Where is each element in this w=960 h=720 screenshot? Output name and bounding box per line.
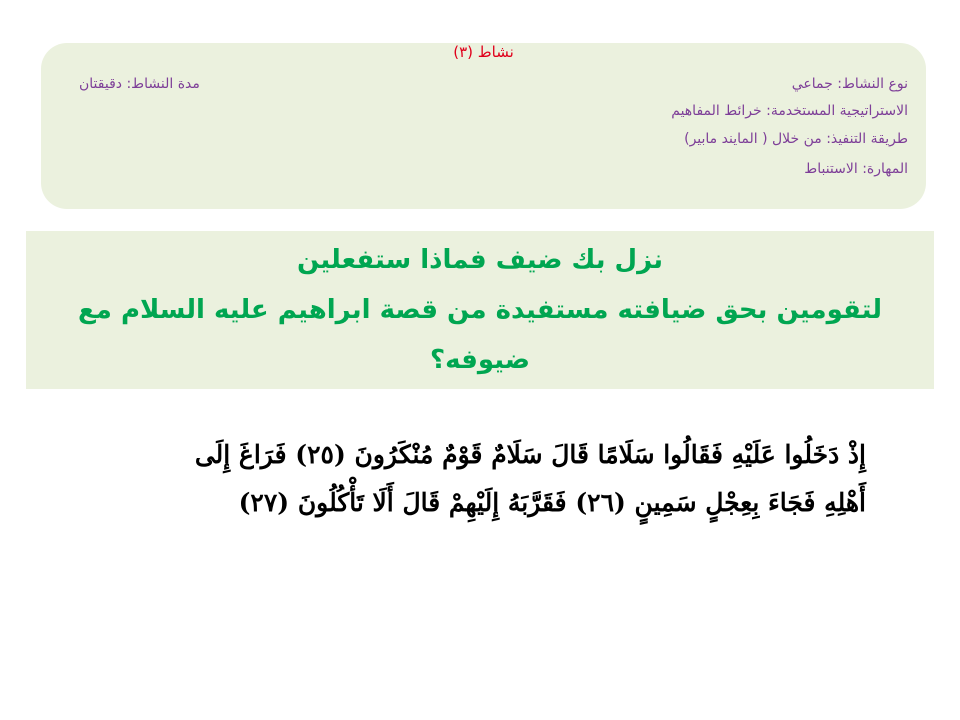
activity-skill-label: المهارة: (862, 161, 908, 177)
question-line-3: ضيوفه؟ (430, 345, 530, 375)
activity-type-label: نوع النشاط: (837, 76, 908, 92)
activity-info-card (41, 43, 926, 209)
verse-line-1: إِذْ دَخَلُوا عَلَيْهِ فَقَالُوا سَلَامًا قَالَ سَلَامٌ قَوْمٌ مُنْكَرُونَ (٢٥) فَرَاغَ إِلَى (194, 440, 866, 469)
question-box (26, 231, 934, 389)
activity-method-value: من خلال ( المايند مابير) (684, 131, 822, 147)
activity-duration-label: مدة النشاط: (126, 76, 200, 92)
activity-skill-value: الاستنباط (804, 161, 858, 177)
question-line-1: نزل بك ضيف فماذا ستفعلين (296, 245, 664, 275)
activity-strategy-label: الاستراتيجية المستخدمة: (766, 103, 908, 119)
verse-line-2: أَهْلِهِ فَجَاءَ بِعِجْلٍ سَمِينٍ (٢٦) فَقَرَّبَهُ إِلَيْهِمْ قَالَ أَلَا تَأْكُلُونَ (٢٧) (238, 488, 866, 517)
activity-title: نشاط (٣) (453, 43, 514, 61)
activity-duration-value: دقيقتان (79, 76, 123, 92)
activity-type-row (792, 75, 908, 93)
question-line-2: لتقومين بحق ضيافته مستفيدة من قصة ابراهيم عليه السلام مع (78, 295, 882, 325)
activity-type-value: جماعي (791, 76, 833, 92)
activity-method-label: طريقة التنفيذ: (826, 131, 908, 147)
activity-strategy-row (671, 102, 908, 120)
activity-duration-row (79, 75, 200, 93)
activity-skill-row (804, 160, 908, 178)
activity-method-row (684, 130, 908, 148)
activity-strategy-value: خرائط المفاهيم (671, 103, 762, 119)
